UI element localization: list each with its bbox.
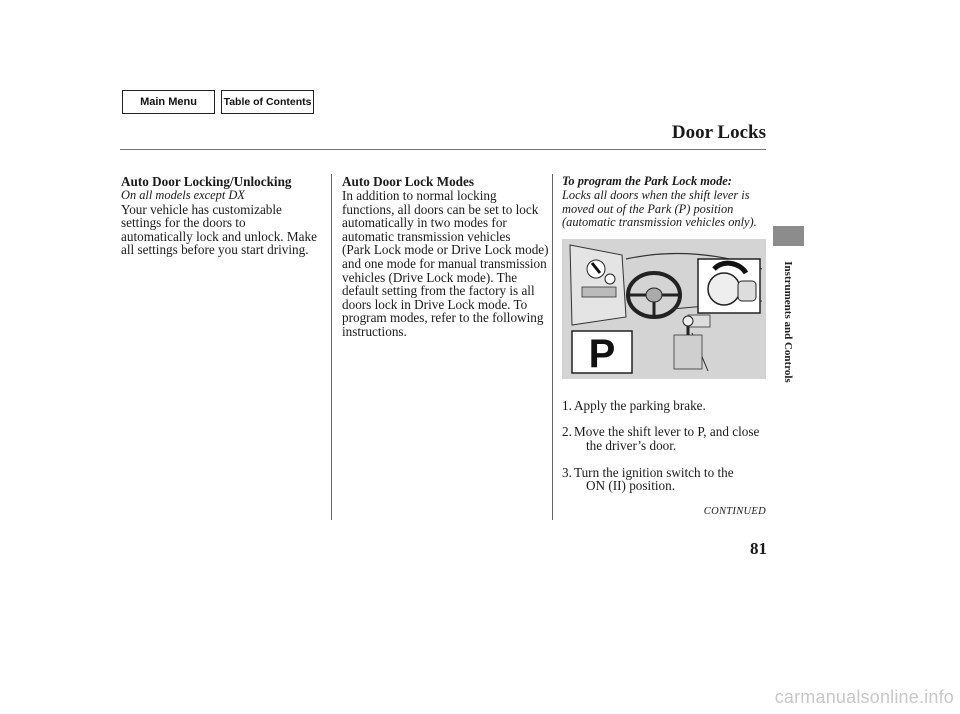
body-line: and one mode for manual transmission [342, 255, 547, 271]
body-line: default setting from the factory is all [342, 283, 535, 299]
body-line: (Park Lock mode or Drive Lock mode) [342, 242, 549, 258]
body-line: automatically in two modes for [342, 215, 507, 231]
body-line: settings for the doors to [121, 215, 246, 231]
step-number: 2. [562, 424, 572, 440]
section-heading: To program the Park Lock mode: [562, 174, 732, 188]
body-line: doors lock in Drive Lock mode. To [342, 296, 528, 312]
step-text: ON (II) position. [586, 478, 676, 494]
section-body [342, 189, 550, 339]
instruction-step [562, 466, 768, 493]
section-tab-marker [773, 226, 804, 246]
column-divider [331, 174, 332, 520]
page-number: 81 [750, 539, 767, 558]
description-line: Locks all doors when the shift lever is [562, 188, 750, 202]
column-park-lock-mode [562, 174, 768, 506]
instruction-step [562, 399, 768, 413]
body-line: Your vehicle has customizable [121, 201, 282, 217]
body-line: vehicles (Drive Lock mode). The [342, 269, 518, 285]
instruction-step [562, 425, 768, 452]
mode-description [562, 189, 768, 230]
header-divider [120, 149, 766, 150]
body-line: In addition to normal locking [342, 188, 497, 203]
instruction-steps [562, 399, 768, 493]
step-number: 3. [562, 464, 572, 480]
step-text: Move the shift lever to P, and close [574, 424, 760, 440]
interior-illustration [562, 239, 766, 379]
section-heading: Auto Door Locking/Unlocking [121, 174, 292, 189]
watermark: carmanualsonline.info [774, 687, 954, 707]
body-line: automatic transmission vehicles [342, 228, 511, 244]
body-line: functions, all doors can be set to lock [342, 201, 539, 217]
main-menu-button[interactable]: Main Menu [122, 90, 215, 114]
section-heading: Auto Door Lock Modes [342, 174, 474, 189]
step-text: Turn the ignition switch to the [574, 464, 734, 480]
body-line: instructions. [342, 323, 407, 339]
description-line: moved out of the Park (P) position [562, 201, 734, 216]
step-text: Apply the parking brake. [574, 397, 706, 413]
page-title: Door Locks [671, 122, 766, 143]
section-side-label: Instruments and Controls [782, 261, 794, 383]
step-text: the driver’s door. [586, 437, 677, 453]
step-number: 1. [562, 397, 572, 413]
body-line: automatically lock and unlock. Make [121, 228, 317, 244]
park-letter: P [588, 331, 616, 376]
column-divider [552, 174, 553, 520]
table-of-contents-button[interactable]: Table of Contents [221, 90, 314, 114]
body-line: all settings before you start driving. [121, 242, 309, 258]
body-line: program modes, refer to the following [342, 310, 544, 326]
column-auto-door-locking [121, 174, 325, 257]
model-note: On all models except DX [121, 188, 245, 202]
dashboard-drawing [562, 239, 766, 379]
column-auto-door-lock-modes [342, 174, 550, 339]
section-body [121, 203, 325, 257]
continued-label: CONTINUED [703, 506, 766, 517]
description-line: (automatic transmission vehicles only). [562, 215, 757, 230]
